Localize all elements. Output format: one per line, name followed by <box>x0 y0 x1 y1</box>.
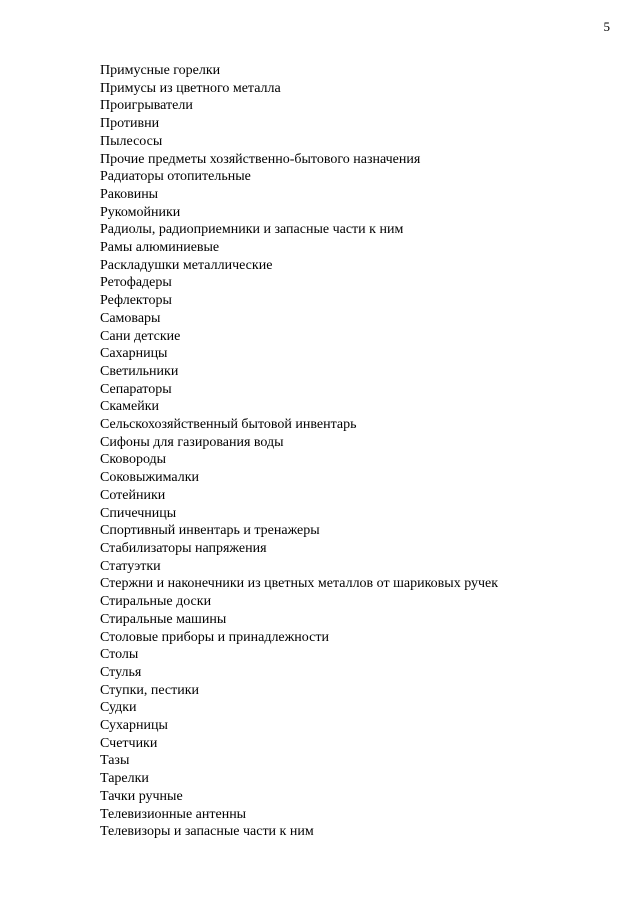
list-item: Раковины <box>100 186 159 202</box>
list-item: Спортивный инвентарь и тренажеры <box>100 523 320 539</box>
list-item: Столовые приборы и принадлежности <box>100 629 329 645</box>
list-item: Сахарницы <box>100 346 168 362</box>
list-item: Тазы <box>100 753 130 769</box>
list-item: Тарелки <box>100 771 149 787</box>
item-list <box>100 62 498 841</box>
list-item: Спичечницы <box>100 505 177 521</box>
list-item: Сельскохозяйственный бытовой инвентарь <box>100 417 357 433</box>
list-item: Рукомойники <box>100 204 181 220</box>
page-number: 5 <box>603 19 610 34</box>
list-item: Прочие предметы хозяйственно-бытового назначения <box>100 151 421 167</box>
list-item: Проигрыватели <box>100 98 193 114</box>
list-item: Стиральные машины <box>100 611 227 627</box>
list-item: Скамейки <box>100 399 160 415</box>
list-item: Тачки ручные <box>100 788 183 804</box>
list-item: Телевизионные антенны <box>100 806 247 822</box>
list-item: Сани детские <box>100 328 181 344</box>
list-item: Светильники <box>100 363 179 379</box>
list-item: Радиолы, радиоприемники и запасные части к ним <box>100 222 404 238</box>
list-item: Стержни и наконечники из цветных металлов от шариковых ручек <box>100 576 499 592</box>
list-item: Рефлекторы <box>100 293 172 309</box>
list-item: Раскладушки металлические <box>100 257 273 273</box>
list-item: Примусы из цветного металла <box>100 80 281 96</box>
list-item: Стулья <box>100 664 142 680</box>
list-item: Примусные горелки <box>100 63 221 78</box>
list-item: Ретофадеры <box>100 275 172 291</box>
list-item: Сепараторы <box>100 381 172 397</box>
list-item: Счетчики <box>100 735 158 751</box>
list-item: Радиаторы отопительные <box>100 169 251 185</box>
list-item: Сотейники <box>100 487 166 503</box>
list-item: Сухарницы <box>100 718 168 734</box>
list-item: Столы <box>100 647 139 663</box>
list-item: Самовары <box>100 310 161 326</box>
list-item: Соковыжималки <box>100 470 199 486</box>
list-item: Пылесосы <box>100 133 163 149</box>
list-item: Рамы алюминиевые <box>100 240 220 256</box>
list-item: Судки <box>100 700 137 716</box>
list-item: Стиральные доски <box>100 594 212 610</box>
list-item: Сковороды <box>100 452 167 468</box>
list-item: Телевизоры и запасные части к ним <box>100 824 314 840</box>
list-item: Сифоны для газирования воды <box>100 434 284 450</box>
list-item: Стабилизаторы напряжения <box>100 540 267 556</box>
list-item: Противни <box>100 116 160 132</box>
list-item: Статуэтки <box>100 558 161 574</box>
list-item: Ступки, пестики <box>100 682 200 698</box>
